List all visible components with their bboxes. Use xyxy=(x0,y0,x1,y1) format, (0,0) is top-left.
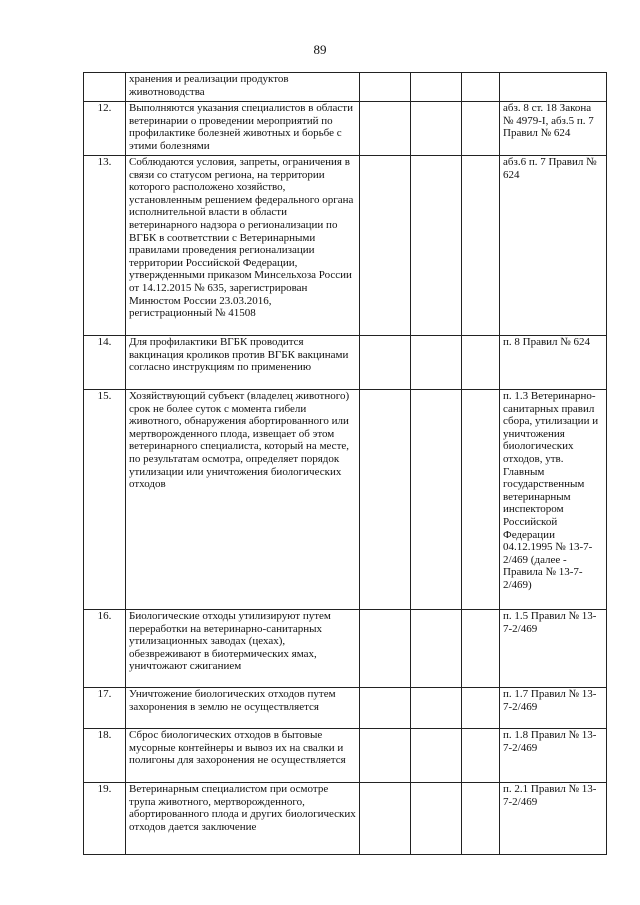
table-row xyxy=(84,102,607,156)
requirement-text: Хозяйствующий субъект (владелец животного) срок не более суток с момента гибели животного, обнаружения абортированного или мертворожденного плода, извещает об этом ветеринарного специалиста, который на месте, по результатам осмотра, определяет порядок утилизации или уничтожения биологических отходов xyxy=(126,390,360,610)
requirement-text: Ветеринарным специалистом при осмотре трупа животного, мертворожденного, абортированного плода и других биологических отходов дается заключение xyxy=(126,783,360,855)
answer-cell xyxy=(462,156,500,336)
answer-cell xyxy=(360,783,411,855)
row-number xyxy=(84,73,126,102)
answer-cell xyxy=(360,336,411,390)
row-number: 18. xyxy=(84,729,126,783)
row-number: 14. xyxy=(84,336,126,390)
legal-reference: п. 1.3 Ветеринарно-санитарных правил сбора, утилизации и уничтожения биологических отходов, утв. Главным государственным ветеринарным инспектором Российской Федерации 04.12.1995 № 13-7-2/469 (далее - Правила № 13-7-2/469) xyxy=(500,390,607,610)
answer-cell xyxy=(462,729,500,783)
answer-cell xyxy=(462,73,500,102)
answer-cell xyxy=(360,73,411,102)
answer-cell xyxy=(462,783,500,855)
answer-cell xyxy=(360,729,411,783)
answer-cell xyxy=(411,73,462,102)
answer-cell xyxy=(462,688,500,729)
table-row xyxy=(84,783,607,855)
answer-cell xyxy=(411,156,462,336)
answer-cell xyxy=(411,336,462,390)
row-number: 12. xyxy=(84,102,126,156)
requirement-text: хранения и реализации продуктов животноводства xyxy=(126,73,360,102)
table-row xyxy=(84,73,607,102)
answer-cell xyxy=(411,783,462,855)
requirement-text: Соблюдаются условия, запреты, ограничения в связи со статусом региона, на территории которого расположено хозяйство, установленным решением федерального органа исполнительной власти в области ветеринарного надзора о регионализации по ВГБК в соответствии с Ветеринарными правилами проведения регионализации территории Российской Федерации, утвержденными приказом Минсельхоза России от 14.12.2015 № 635, зарегистрирован Минюстом России 23.03.2016, регистрационный № 41508 xyxy=(126,156,360,336)
requirement-text: Для профилактики ВГБК проводится вакцинация кроликов против ВГБК вакцинами согласно инструкциям по применению xyxy=(126,336,360,390)
answer-cell xyxy=(462,102,500,156)
answer-cell xyxy=(411,610,462,688)
requirements-table xyxy=(83,72,607,855)
answer-cell xyxy=(411,729,462,783)
table-row xyxy=(84,390,607,610)
row-number: 17. xyxy=(84,688,126,729)
requirement-text: Уничтожение биологических отходов путем захоронения в землю не осуществляется xyxy=(126,688,360,729)
answer-cell xyxy=(360,688,411,729)
answer-cell xyxy=(360,610,411,688)
row-number: 13. xyxy=(84,156,126,336)
table-row xyxy=(84,688,607,729)
legal-reference: п. 8 Правил № 624 xyxy=(500,336,607,390)
row-number: 15. xyxy=(84,390,126,610)
table-row xyxy=(84,336,607,390)
legal-reference: абз.6 п. 7 Правил № 624 xyxy=(500,156,607,336)
legal-reference: п. 1.8 Правил № 13-7-2/469 xyxy=(500,729,607,783)
answer-cell xyxy=(462,610,500,688)
legal-reference: п. 1.7 Правил № 13-7-2/469 xyxy=(500,688,607,729)
answer-cell xyxy=(462,390,500,610)
answer-cell xyxy=(360,390,411,610)
table-row xyxy=(84,610,607,688)
legal-reference: п. 1.5 Правил № 13-7-2/469 xyxy=(500,610,607,688)
requirement-text: Выполняются указания специалистов в области ветеринарии о проведении мероприятий по профилактике болезней животных и борьбе с этими болезнями xyxy=(126,102,360,156)
row-number: 19. xyxy=(84,783,126,855)
table-row xyxy=(84,729,607,783)
answer-cell xyxy=(411,688,462,729)
answer-cell xyxy=(411,102,462,156)
answer-cell xyxy=(360,156,411,336)
answer-cell xyxy=(462,336,500,390)
answer-cell xyxy=(360,102,411,156)
requirement-text: Сброс биологических отходов в бытовые мусорные контейнеры и вывоз их на свалки и полигоны для захоронения не осуществляется xyxy=(126,729,360,783)
page-number: 89 xyxy=(313,42,327,57)
legal-reference: п. 2.1 Правил № 13-7-2/469 xyxy=(500,783,607,855)
row-number: 16. xyxy=(84,610,126,688)
table-row xyxy=(84,156,607,336)
legal-reference xyxy=(500,73,607,102)
legal-reference: абз. 8 ст. 18 Закона № 4979-I, абз.5 п. 7 Правил № 624 xyxy=(500,102,607,156)
answer-cell xyxy=(411,390,462,610)
requirement-text: Биологические отходы утилизируют путем переработки на ветеринарно-санитарных утилизационных заводах (цехах), обезвреживают в биотермических ямах, уничтожают сжиганием xyxy=(126,610,360,688)
